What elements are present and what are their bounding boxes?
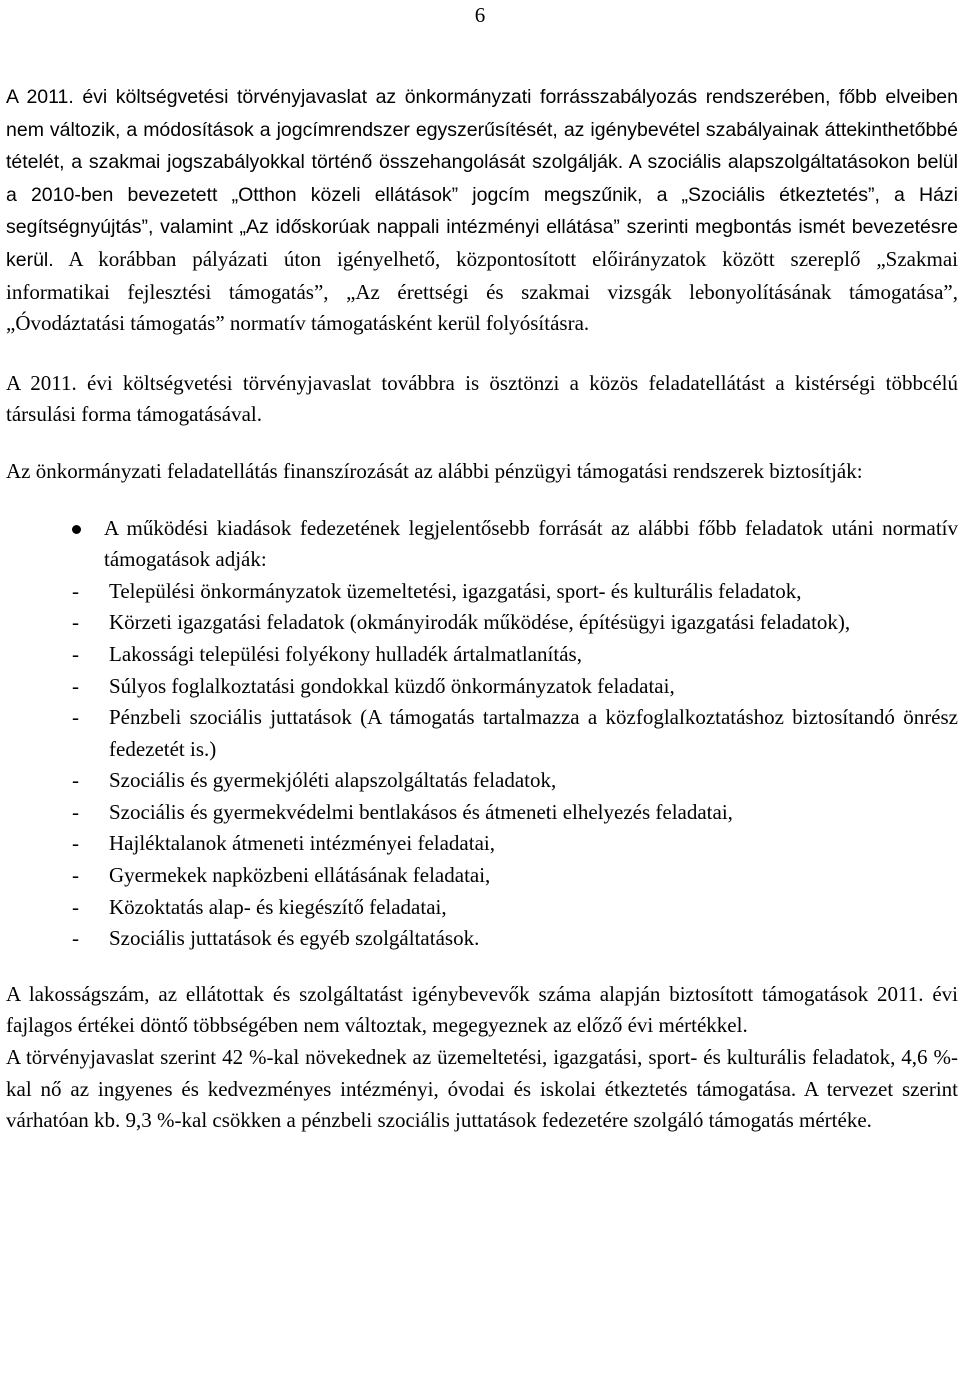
dash-icon: - bbox=[72, 578, 79, 603]
list-item bbox=[6, 765, 958, 797]
dash-icon: - bbox=[72, 831, 79, 856]
list-item bbox=[6, 892, 958, 924]
list-item-text: Közoktatás alap- és kiegészítő feladatai, bbox=[109, 894, 447, 919]
list-item bbox=[6, 860, 958, 892]
dash-icon: - bbox=[72, 768, 79, 793]
list-item-text: Pénzbeli szociális juttatások (A támogatás tartalmazza a közfoglalkoztatáshoz biztosítandó önrész fedezetét is.) bbox=[109, 705, 958, 761]
list-item-text: Lakossági települési folyékony hulladék ártalmatlanítás, bbox=[109, 641, 582, 666]
dash-icon: - bbox=[72, 641, 79, 666]
support-list bbox=[6, 576, 958, 955]
list-item bbox=[6, 702, 958, 765]
dash-icon: - bbox=[72, 894, 79, 919]
list-item bbox=[6, 576, 958, 608]
association-paragraph: A 2011. évi költségvetési törvényjavaslat továbbra is ösztönzi a közös feladatellátást a kistérségi többcélú társulási forma támogatásával. bbox=[6, 370, 958, 427]
bullet-item bbox=[6, 513, 958, 576]
list-item bbox=[6, 797, 958, 829]
list-item-text: Települési önkormányzatok üzemeltetési, igazgatási, sport- és kulturális feladatok, bbox=[109, 578, 802, 603]
bullet-icon bbox=[72, 525, 81, 534]
dash-icon: - bbox=[72, 610, 79, 635]
dash-icon: - bbox=[72, 799, 79, 824]
intro-sentence-3: A korábban pályázati úton igényelhető, központosított előirányzatok között szereplő „Szakmai informatikai fejlesztési támogatás”, „Az érettségi és szakmai vizsgák lebonyolításának támogatása”, „Óvodáztatási támogatás” normatív támogatásként kerül folyósításra. bbox=[6, 246, 958, 336]
intro-paragraph bbox=[6, 81, 958, 340]
page-number: 6 bbox=[474, 3, 486, 27]
intro-sentence-2: A szociális alapszolgáltatásokon belül a 2010-ben bevezetett „Otthon közeli ellátások” jogcím megszűnik, a „Szociális étkeztetés”, a Házi segítségnyújtás”, valamint „Az időskorúak nappali intézményi ellátása” szerinti megbontás ismét bevezetésre kerül. bbox=[6, 151, 958, 271]
list-item bbox=[6, 828, 958, 860]
list-item bbox=[6, 923, 958, 955]
list-item bbox=[6, 639, 958, 671]
changes-paragraph: A törvényjavaslat szerint 42 %-kal növekednek az üzemeltetési, igazgatási, sport- és kulturális feladatok, 4,6 %-kal nő az ingyenes és kedvezményes intézményi, óvodai és iskolai étkeztetés támogatása. A tervezet szerint várhatóan kb. 9,3 %-kal csökken a pénzbeli szociális juttatások fedezetére szolgáló támogatás mértéke. bbox=[6, 1045, 958, 1133]
bullet-text: A működési kiadások fedezetének legjelentősebb forrását az alábbi főbb feladatok utáni normatív támogatások adják: bbox=[104, 515, 958, 572]
list-item bbox=[6, 671, 958, 703]
list-item-text: Gyermekek napközbeni ellátásának feladatai, bbox=[109, 863, 491, 888]
dash-icon: - bbox=[72, 926, 79, 951]
list-item-text: Szociális és gyermekvédelmi bentlakásos és átmeneti elhelyezés feladatai, bbox=[109, 799, 733, 824]
list-item-text: Szociális juttatások és egyéb szolgáltatások. bbox=[109, 926, 480, 951]
financing-paragraph: Az önkormányzati feladatellátás finanszírozását az alábbi pénzügyi támogatási rendszerek biztosítják: bbox=[6, 458, 863, 483]
dash-icon: - bbox=[72, 705, 79, 730]
list-item-text: Hajléktalanok átmeneti intézményei feladatai, bbox=[109, 831, 495, 856]
dash-icon: - bbox=[72, 673, 79, 698]
document-body bbox=[6, 81, 958, 1137]
list-item-text: Szociális és gyermekjóléti alapszolgáltatás feladatok, bbox=[109, 768, 557, 793]
dash-icon: - bbox=[72, 863, 79, 888]
intro-sentence-1: A 2011. évi költségvetési törvényjavaslat az önkormányzati forrásszabályozás rendszerében, főbb elveiben nem változik, a módosítások a jogcímrendszer egyszerűsítését, az igénybevétel szabályainak áttekinthetőbbé tételét, a szakmai jogszabályokkal történő összehangolását szolgálják. bbox=[6, 86, 958, 174]
list-item-text: Súlyos foglalkoztatási gondokkal küzdő önkormányzatok feladatai, bbox=[109, 673, 675, 698]
population-paragraph: A lakosságszám, az ellátottak és szolgáltatást igénybevevők száma alapján biztosított támogatások 2011. évi fajlagos értékei döntő többségében nem változtak, megegyeznek az előző évi mértékkel. bbox=[6, 981, 958, 1038]
list-item bbox=[6, 607, 958, 639]
list-item-text: Körzeti igazgatási feladatok (okmányirodák működése, építésügyi igazgatási feladatok), bbox=[109, 610, 851, 635]
